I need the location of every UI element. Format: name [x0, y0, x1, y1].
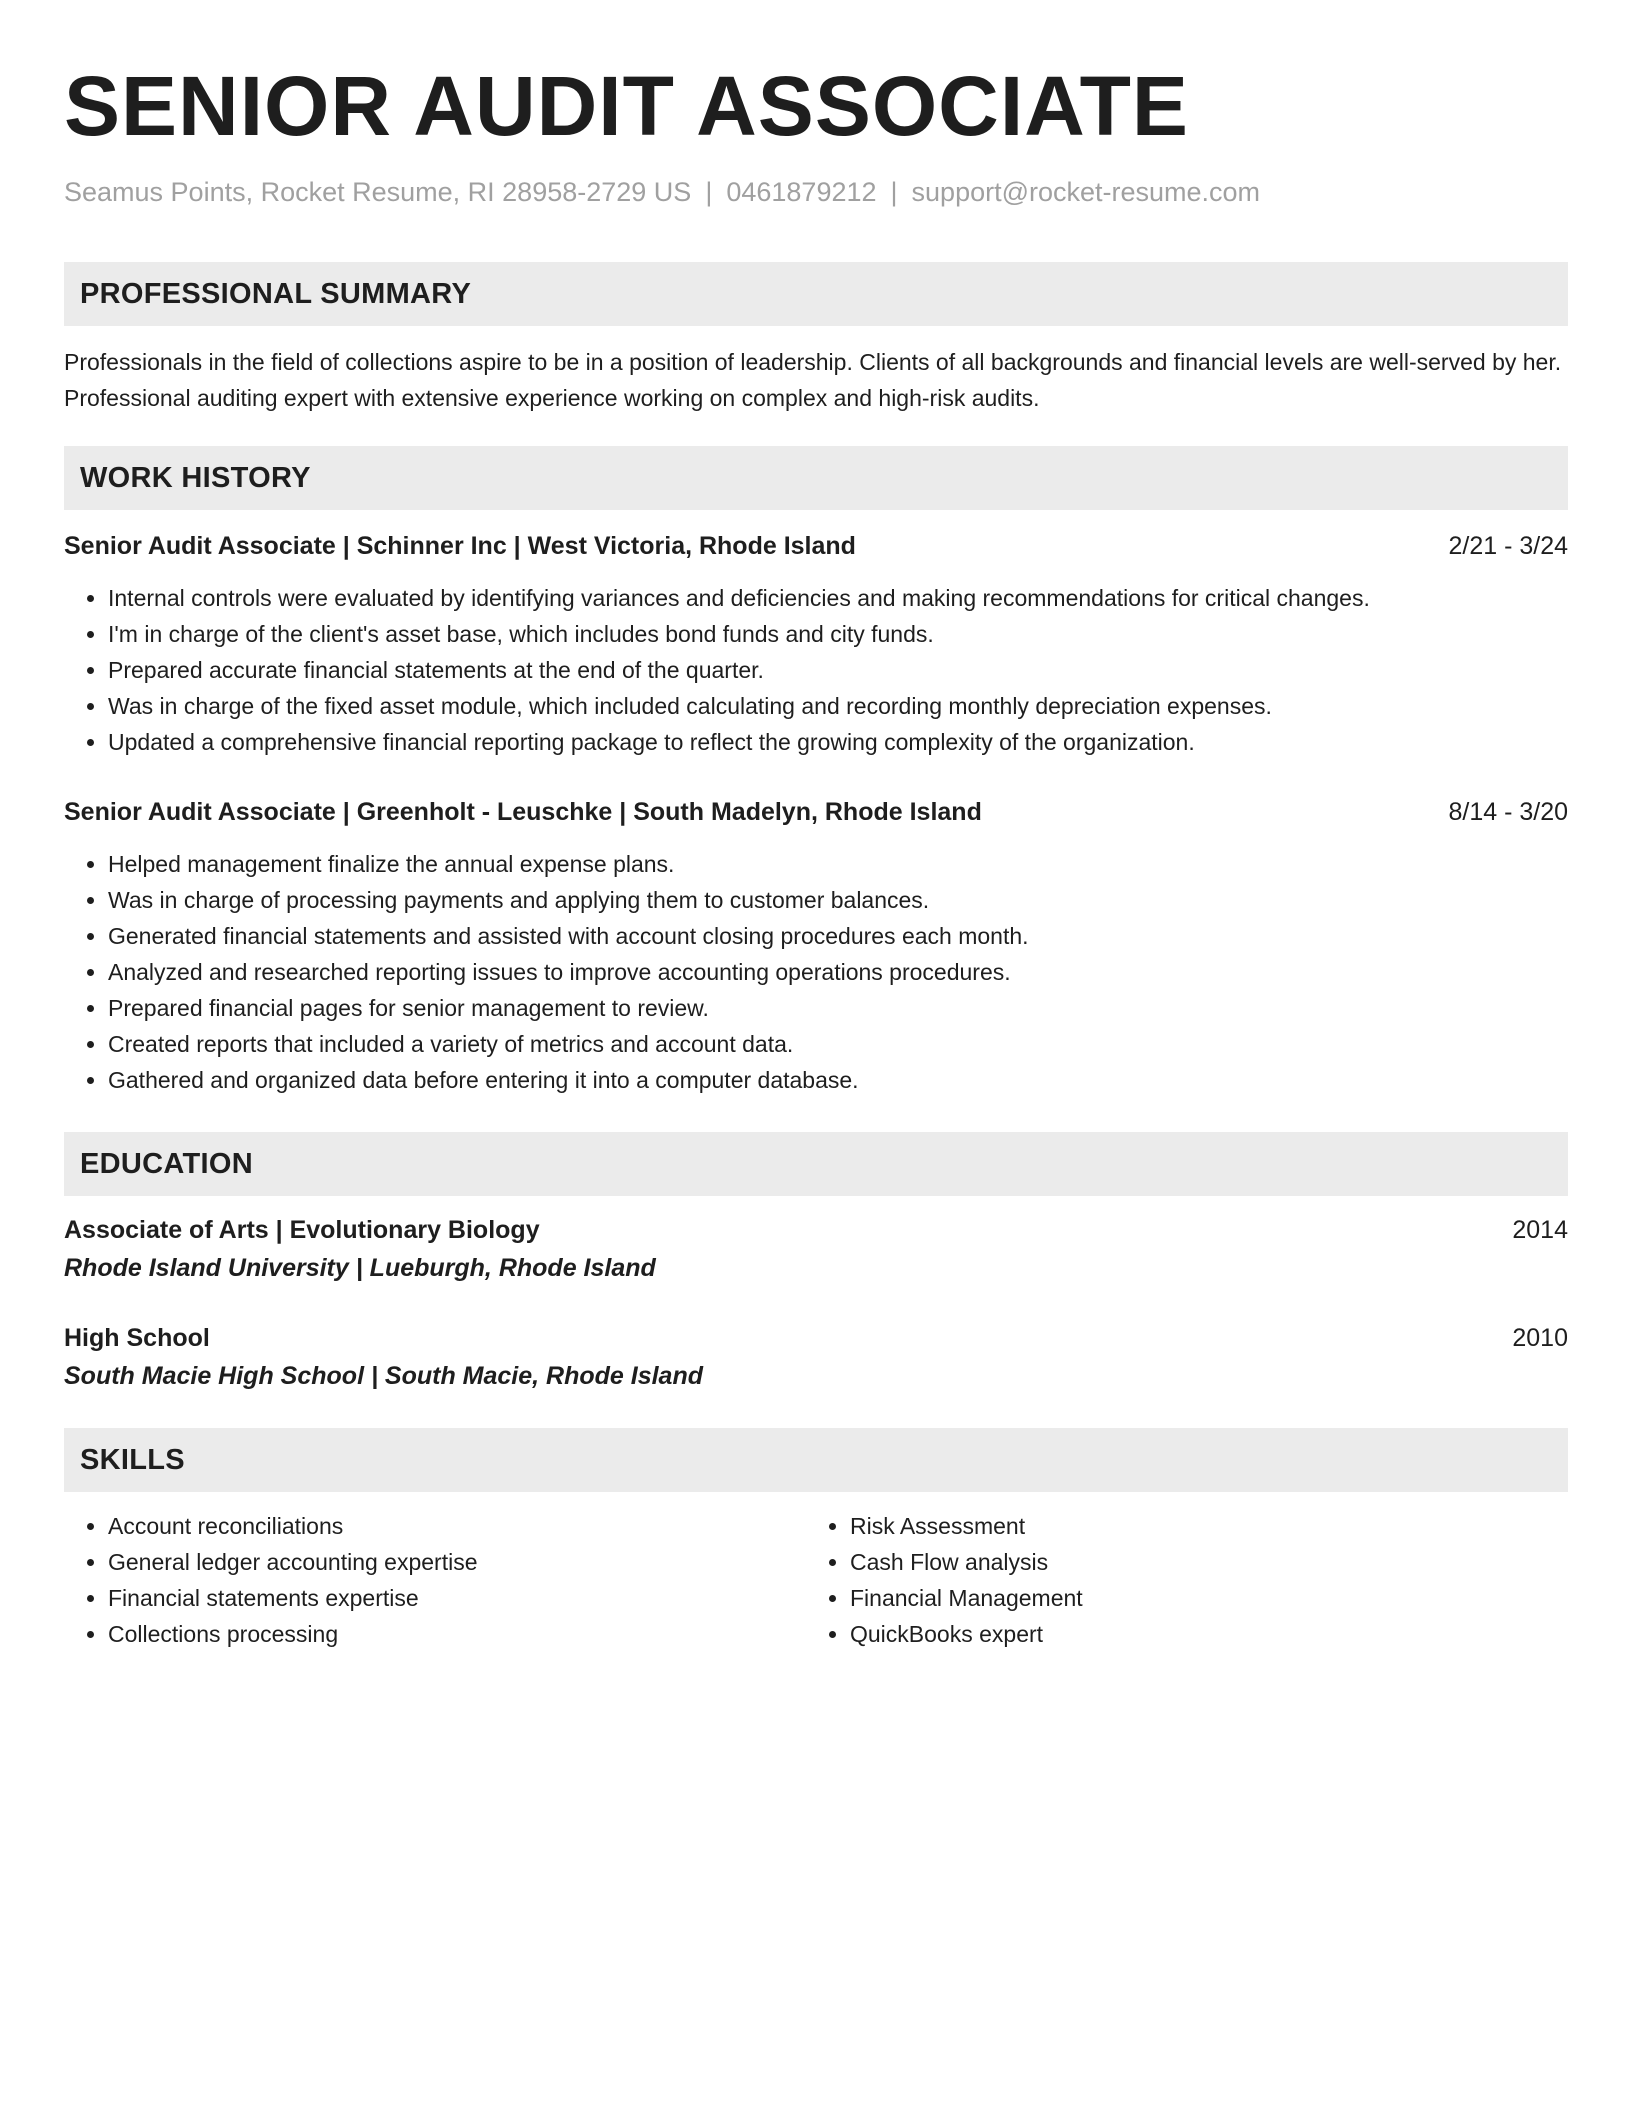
contact-email: support@rocket-resume.com: [911, 177, 1261, 207]
education-degree: High School: [64, 1324, 210, 1352]
contact-phone: 0461879212: [726, 177, 877, 207]
job-dates: 2/21 - 3/24: [1448, 532, 1568, 560]
skills-columns: [64, 1508, 1568, 1652]
education-year: 2010: [1512, 1324, 1568, 1352]
skills-list-right: [806, 1508, 1548, 1652]
education-header: [64, 1212, 1568, 1248]
skills-list-left: [64, 1508, 806, 1652]
job-bullet: • Internal controls were evaluated by identifying variances and deficiencies and making recommendations for critical changes.: [108, 580, 1568, 616]
skill-item: • General ledger accounting expertise: [108, 1544, 806, 1580]
skill-item: • Collections processing: [108, 1616, 806, 1652]
job-entry: [64, 528, 1568, 760]
resume-name-title: SENIOR AUDIT ASSOCIATE: [64, 59, 1189, 153]
job-bullet-list: [64, 580, 1568, 760]
resume-page: [64, 0, 1568, 1652]
job-header: [64, 794, 1568, 830]
section-header-summary: PROFESSIONAL SUMMARY: [64, 262, 1568, 326]
section-header-work-history: WORK HISTORY: [64, 446, 1568, 510]
job-bullet: • Was in charge of the fixed asset module, which included calculating and recording monthly depreciation expenses.: [108, 688, 1568, 724]
skill-item: • Risk Assessment: [850, 1508, 1548, 1544]
job-bullet: • Prepared financial pages for senior management to review.: [108, 990, 1568, 1026]
job-bullet: • Was in charge of processing payments and applying them to customer balances.: [108, 882, 1568, 918]
section-header-education: EDUCATION: [64, 1132, 1568, 1196]
job-bullet: • Generated financial statements and assisted with account closing procedures each month.: [108, 918, 1568, 954]
job-bullet-list: [64, 846, 1568, 1098]
summary-text: Professionals in the field of collections aspire to be in a position of leadership. Clients of all backgrounds and financial levels are well-served by her. Professional auditing expert with extensive experience working on complex and high-risk audits.: [64, 349, 1562, 411]
skill-item: • Financial Management: [850, 1580, 1548, 1616]
skill-item: • Financial statements expertise: [108, 1580, 806, 1616]
job-bullet: • Analyzed and researched reporting issues to improve accounting operations procedures.: [108, 954, 1568, 990]
section-header-skills: SKILLS: [64, 1428, 1568, 1492]
contact-separator: |: [705, 177, 713, 207]
skill-item: • Account reconciliations: [108, 1508, 806, 1544]
job-title: Senior Audit Associate | Greenholt - Leuschke | South Madelyn, Rhode Island: [64, 798, 982, 826]
job-bullet: • Created reports that included a variety of metrics and account data.: [108, 1026, 1568, 1062]
skill-item: • Cash Flow analysis: [850, 1544, 1548, 1580]
job-dates: 8/14 - 3/20: [1448, 798, 1568, 826]
education-header: [64, 1320, 1568, 1356]
education-school: South Macie High School | South Macie, Rhode Island: [64, 1362, 703, 1390]
job-bullet: • Gathered and organized data before entering it into a computer database.: [108, 1062, 1568, 1098]
education-entry: [64, 1212, 1568, 1286]
job-header: [64, 528, 1568, 564]
education-year: 2014: [1512, 1216, 1568, 1244]
education-degree: Associate of Arts | Evolutionary Biology: [64, 1216, 540, 1244]
contact-address: Seamus Points, Rocket Resume, RI 28958-2729 US: [64, 177, 692, 207]
job-bullet: • Prepared accurate financial statements at the end of the quarter.: [108, 652, 1568, 688]
job-bullet: • Updated a comprehensive financial reporting package to reflect the growing complexity of the organization.: [108, 724, 1568, 760]
education-school: Rhode Island University | Lueburgh, Rhode Island: [64, 1254, 656, 1282]
contact-separator: |: [890, 177, 898, 207]
job-title: Senior Audit Associate | Schinner Inc | West Victoria, Rhode Island: [64, 532, 856, 560]
job-bullet: • I'm in charge of the client's asset base, which includes bond funds and city funds.: [108, 616, 1568, 652]
job-entry: [64, 794, 1568, 1098]
contact-line: [64, 174, 1568, 210]
education-entry: [64, 1320, 1568, 1394]
job-bullet: • Helped management finalize the annual expense plans.: [108, 846, 1568, 882]
skill-item: • QuickBooks expert: [850, 1616, 1548, 1652]
